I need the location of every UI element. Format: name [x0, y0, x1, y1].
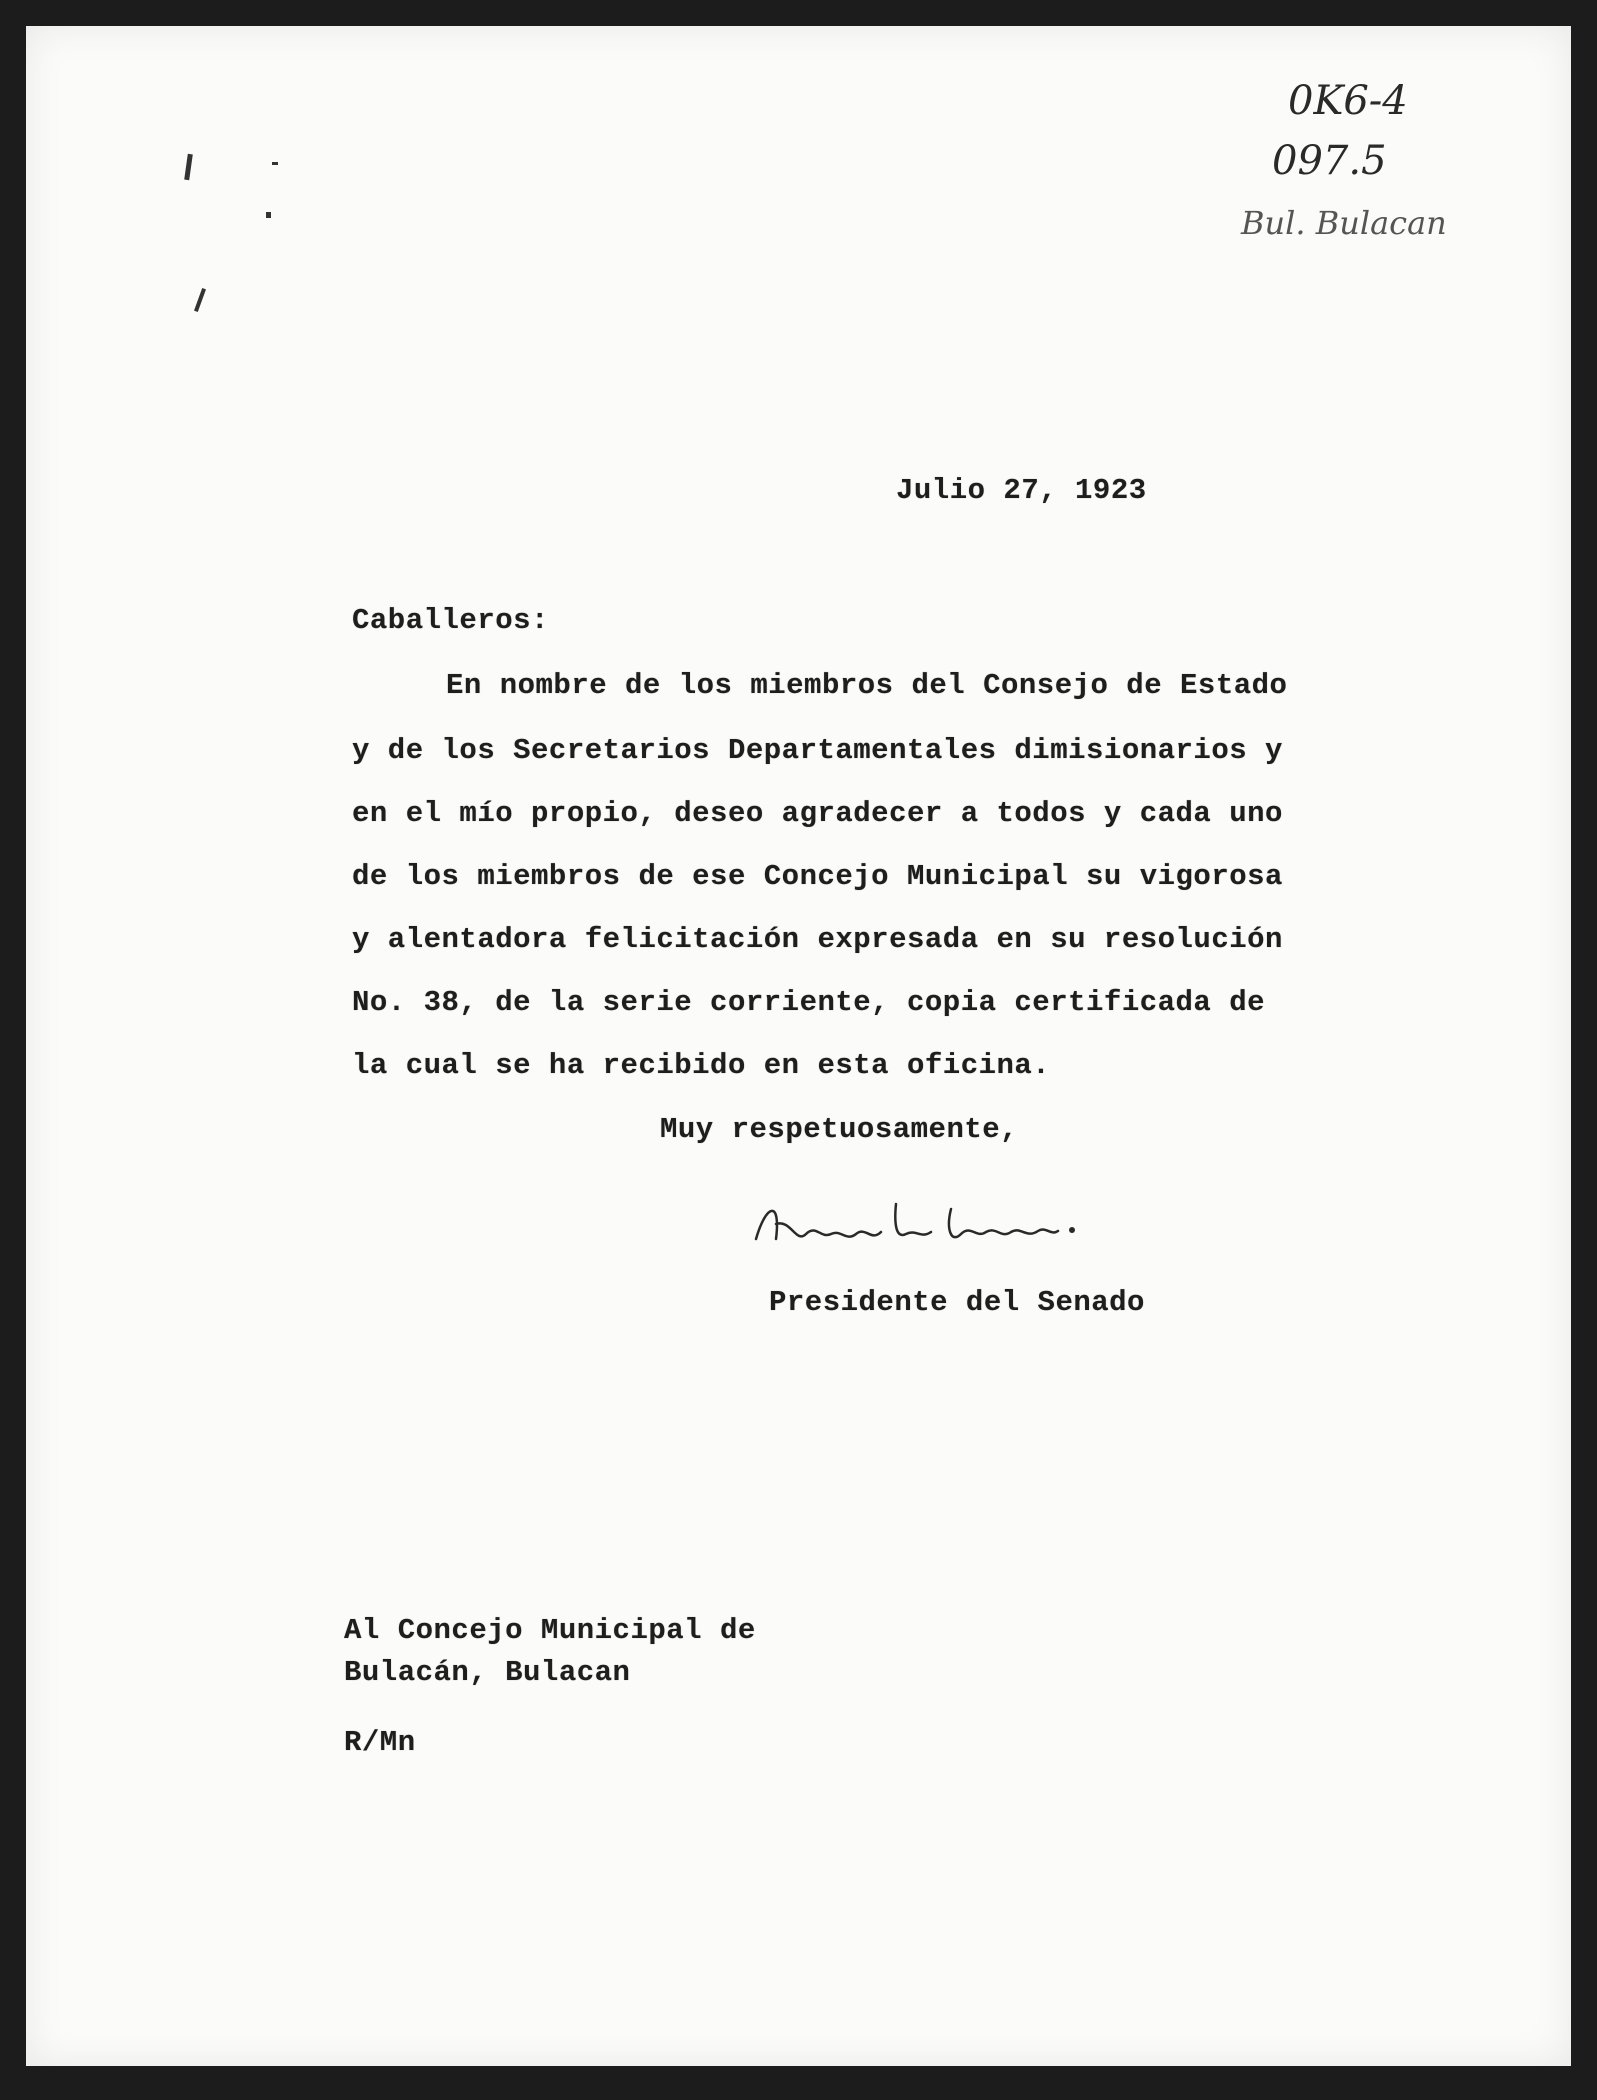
signatory-title: Presidente del Senado [769, 1286, 1145, 1319]
archive-code-1: 0K6-4 [1288, 78, 1408, 124]
address-line: Al Concejo Municipal de [344, 1614, 756, 1647]
handwritten-signature [746, 1184, 1146, 1264]
closing: Muy respetuosamente, [660, 1113, 1019, 1146]
body-line: de los miembros de ese Concejo Municipal su vigorosa [352, 860, 1283, 893]
letter-date: Julio 27, 1923 [896, 474, 1147, 507]
body-line: y alentadora felicitación expresada en su resolución [352, 923, 1283, 956]
ink-speck [194, 288, 206, 312]
body-line: En nombre de los miembros del Consejo de Estado [446, 669, 1288, 702]
reference-initials: R/Mn [344, 1726, 416, 1759]
document-page [26, 26, 1571, 2066]
address-line: Bulacán, Bulacan [344, 1656, 631, 1689]
ink-speck [272, 162, 278, 165]
archive-code-3: Bul. Bulacan [1241, 204, 1447, 242]
body-line: y de los Secretarios Departamentales dimisionarios y [352, 734, 1283, 767]
body-line: en el mío propio, deseo agradecer a todos y cada uno [352, 797, 1283, 830]
body-line: la cual se ha recibido en esta oficina. [352, 1049, 1051, 1082]
ink-speck [184, 154, 193, 180]
salutation: Caballeros: [352, 604, 549, 637]
body-line: No. 38, de la serie corriente, copia certificada de [352, 986, 1266, 1019]
archive-code-2: 097.5 [1272, 138, 1387, 184]
ink-speck [266, 212, 271, 218]
